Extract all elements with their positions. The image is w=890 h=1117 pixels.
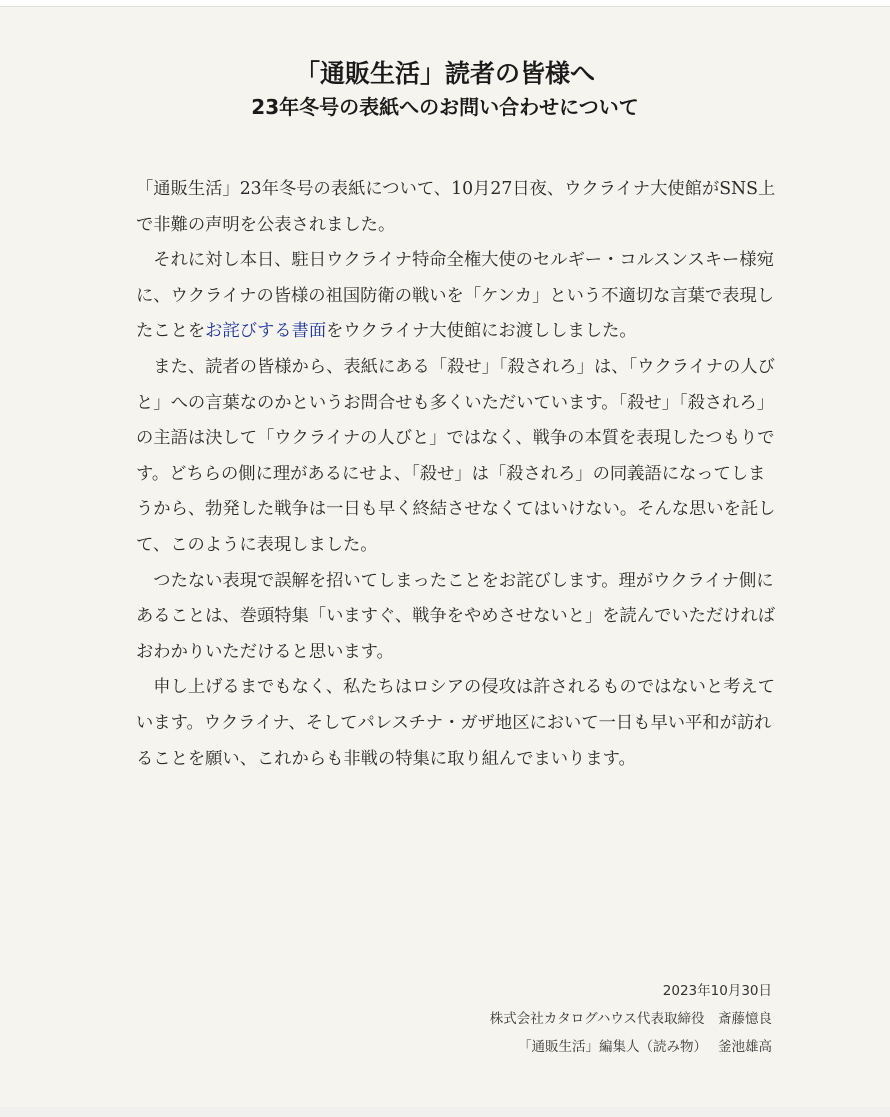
letter-page [0,7,890,1107]
letter-heading [0,57,890,123]
apology-letter-link[interactable]: お詫びする書面 [205,321,327,342]
signature-block [490,977,772,1061]
paragraph-5: 申し上げるまでもなく、私たちはロシアの侵攻は許されるものではないと考えています。ウクライナ、そしてパレスチナ・ガザ地区において一日も早い平和が訪れることを願い、これからも非戦の特集に取り組んでまいります。 [136,677,776,769]
paragraph-3: また、読者の皆様から、表紙にある「殺せ」「殺されろ」は、「ウクライナの人びと」への言葉なのかというお問合せも多くいただいています。「殺せ」「殺されろ」の主語は決して「ウクライナの人びと」ではなく、戦争の本質を表現したつもりです。どちらの側に理があるにせよ、「殺せ」は「殺されろ」の同義語になってしまうから、勃発した戦争は一日も早く終結させなくてはいけない。そんな思いを託して、このように表現しました。 [136,356,776,555]
letter-body [136,172,776,777]
page-subtitle: 23年冬号の表紙へのお問い合わせについて [251,95,639,119]
signature-president: 株式会社カタログハウス代表取締役 斎藤憶良 [489,1011,772,1027]
page-title: 「通販生活」読者の皆様へ [294,59,595,88]
paragraph-2-text-a: それに対し本日、駐日ウクライナ特命全権大使のセルギー・コルスンスキー様宛に、ウクライナの皆様の祖国防衛の戦いを「ケンカ」という不適切な言葉で表現したことを [136,250,775,342]
signature-editor: 「通販生活」編集人（読み物） 釜池雄高 [517,1039,772,1055]
signature-date: 2023年10月30日 [662,983,772,999]
paragraph-4: つたない表現で誤解を招いてしまったことをお詫びします。理がウクライナ側にあることは、巻頭特集「いますぐ、戦争をやめさせないと」を読んでいただければおわかりいただけると思います。 [136,570,776,662]
paragraph-1: 「通販生活」23年冬号の表紙について、10月27日夜、ウクライナ大使館がSNS上で非難の声明を公表されました。 [136,179,776,235]
paragraph-2-text-b: をウクライナ大使館にお渡ししました。 [326,321,637,342]
top-bar [0,0,890,7]
paragraph-2 [136,243,776,350]
